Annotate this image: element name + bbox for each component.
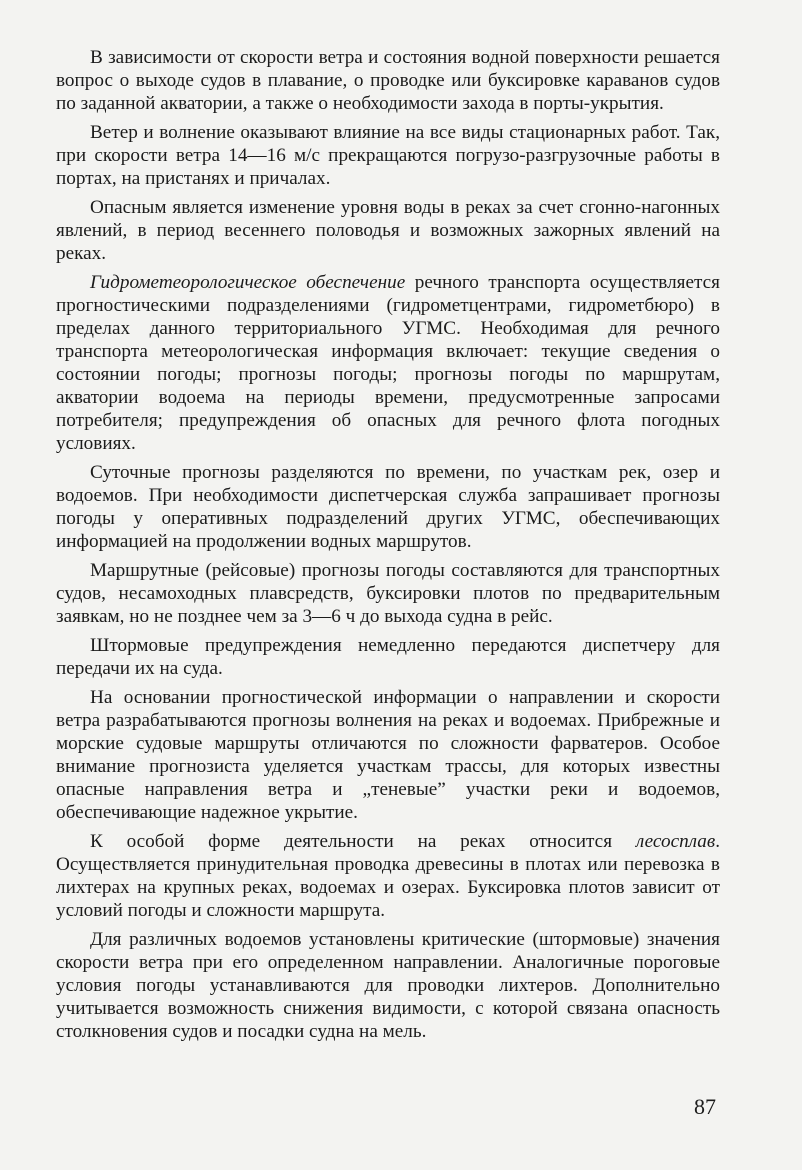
- paragraph-9-text-end: . Осуществляется принудительная проводка древесины в плотах или перевозка в лихтерах на крупных реках, водоемах и озерах. Буксировка плотов зависит от условий погоды и сложности маршрута.: [56, 830, 720, 922]
- paragraph-3-text: Опасным является изменение уровня воды в реках за счет сгонно-нагонных явлений, в период весеннего половодья и возможных зажорных явлений на реках.: [56, 196, 720, 264]
- paragraph-1-text: В зависимости от скорости ветра и состояния водной поверхности решается вопрос о выходе судов в плавание, о проводке или буксировке караванов судов по заданной акватории, а также о необходимости захода в порты-укрытия.: [56, 47, 720, 115]
- body-text: [56, 46, 720, 1043]
- paragraph-9-italic-term: лесосплав: [635, 830, 716, 852]
- paragraph-10: [56, 928, 720, 1043]
- paragraph-8-text: На основании прогностической информации о направлении и скорости ветра разрабатываются прогнозы волнения на реках и водоемах. Прибрежные и морские судовые маршруты отличаются по сложности фарватеров. Особое внимание прогнозиста уделяется участкам трассы, для которых известны опасные направления ветра и „теневые” участки реки и водоемов, обеспечивающие надежное укрытие.: [56, 686, 720, 824]
- paragraph-2: [56, 121, 720, 190]
- paragraph-9-text-start: К особой форме деятельности на реках относится: [90, 830, 636, 852]
- paragraph-4: [56, 271, 720, 456]
- paragraph-5: [56, 461, 720, 553]
- paragraph-10-text: Для различных водоемов установлены критические (штормовые) значения скорости ветра при его определенном направлении. Аналогичные пороговые условия погоды устанавливаются для проводки лихтеров. Дополнительно учитывается возможность снижения видимости, с которой связана опасность столкновения судов и посадки судна на мель.: [56, 928, 720, 1043]
- paragraph-6-text: Маршрутные (рейсовые) прогнозы погоды составляются для транспортных судов, несамоходных плавсредств, буксировки плотов по предварительным заявкам, но не позднее чем за 3—6 ч до выхода судна в рейс.: [56, 559, 720, 628]
- paragraph-6: [56, 559, 720, 628]
- page-number: 87: [694, 1094, 716, 1119]
- paragraph-1: [56, 46, 720, 115]
- paragraph-3: [56, 196, 720, 265]
- paragraph-7-text: Штормовые предупреждения немедленно передаются диспетчеру для передачи их на суда.: [56, 634, 720, 679]
- paragraph-7: [56, 634, 720, 680]
- paragraph-8: [56, 686, 720, 825]
- paragraph-4-text: речного транспорта осуществляется прогностическими подразделениями (гидрометцентрами, гидрометбюро) в пределах данного территориального УГМС. Необходимая для речного транспорта метеорологическая информация включает: текущие сведения о состоянии погоды; прогнозы погоды; прогнозы погоды по маршрутам, акватории водоема на периоды времени, предусмотренные запросами потребителя; предупреждения об опасных для речного флота погодных условиях.: [56, 271, 720, 455]
- paragraph-5-text: Суточные прогнозы разделяются по времени, по участкам рек, озер и водоемов. При необходимости диспетчерская служба запрашивает прогнозы погоды у оперативных подразделений других УГМС, обеспечивающих информацией на продолжении водных маршрутов.: [56, 461, 720, 553]
- paragraph-9: [56, 830, 720, 922]
- paragraph-4-italic-term: Гидрометеорологическое обеспечение: [90, 271, 406, 293]
- paragraph-2-text: Ветер и волнение оказывают влияние на все виды стационарных работ. Так, при скорости ветра 14—16 м/с прекращаются погрузо-разгрузочные работы в портах, на пристанях и причалах.: [56, 121, 720, 190]
